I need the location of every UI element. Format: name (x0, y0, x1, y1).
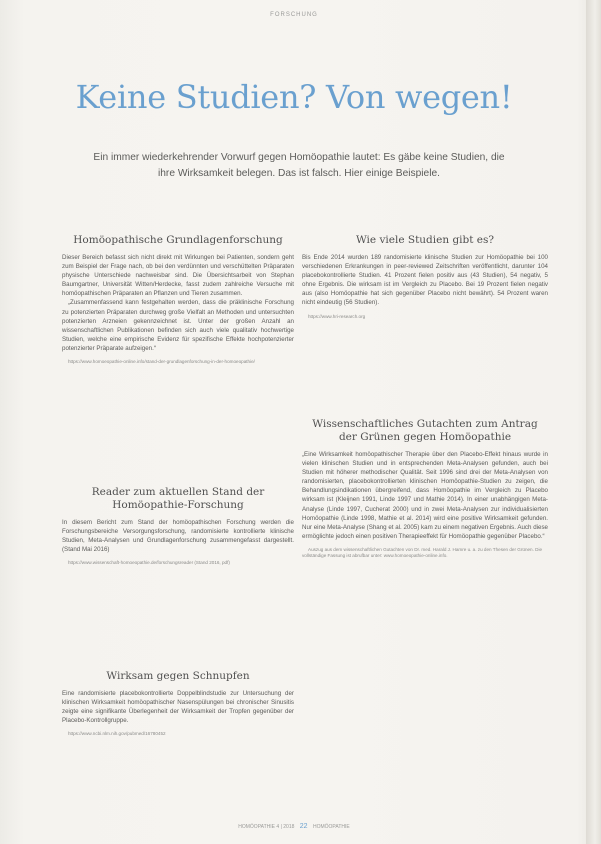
footer-magazine-issue: HOMÖOPATHIE 4 | 2018 (238, 824, 295, 830)
source-link[interactable]: https://www.wissenschaft-homoeopathie.de/forschungsreader (Stand 2016, pdf) (68, 560, 230, 566)
section-body: In diesem Bericht zum Stand der homöopathischen Forschung werden die Forschungsbereiche Versorgungsforschung, randomisierte kontrollierte klinische Studien, Meta-Analysen und Grundlagenforschung zusammengefasst dargestellt. (Stand Mai 2016) (62, 519, 294, 554)
section-schnupfen (62, 670, 294, 737)
section-body: „Eine Wirksamkeit homöopathischer Therapie über den Placebo-Effekt hinaus wurde in vielen klinischen Studien und in entsprechenden Meta-Analysen gefunden, auch bei Studien mit höherer methodischer Qualität. Seit 1996 sind drei der Meta-Analysen von randomisierten, placebokontrollierten klinischen Homöopathie-Studien zu zeigen, die Behandlungsindikationen übergreifend, dass Homöopathie im Vergleich zu Placebo wirksam ist (Kleijnen 1991, Linde 1997 und Mathie 2014). In einer unabhängigen Meta-Analyse (Linde 1997, Cucherat 2000) und in zwei Meta-Analysen zur individualisierten Homöopathie (Linde 1998, Mathie et al. 2014) wird eine positive Wirksamkeit gefunden. Nur eine Meta-Analyse (Shang et al. 2005) kam zu einem negativen Ergebnis. Auch diese ermöglichte jedoch einen positiven Therapieeffekt für Homöopathie gegenüber Placebo.“ (302, 451, 548, 540)
section-title: Homöopathische Grundlagenforschung (73, 234, 283, 246)
source-link[interactable]: https://www.homoeopathie-online.info/stand-der-grundlagenforschung-in-der-homoeopathie/ (68, 359, 255, 365)
section-forschungsreader (62, 486, 294, 566)
page-footer (0, 823, 588, 830)
section-grundlagenforschung (62, 234, 294, 365)
lead-paragraph: Ein immer wiederkehrender Vorwurf gegen Homöopathie lautet: Es gäbe keine Studien, die ihre Wirksamkeit belegen. Das ist falsch. Hier einige Beispiele. (93, 152, 505, 179)
section-body: Eine randomisierte placebokontrollierte Doppelblindstudie zur Untersuchung der klinischen Wirksamkeit homöopathischer Nasenspülungen bei chronischer Sinusitis zeigte eine signifikante Überlegenheit der Wirksamkeit der Tropfen gegenüber der Placebo-Kontrollgruppe. (62, 690, 294, 725)
source-note: Auszug aus dem wissenschaftlichen Gutachten von Dr. med. Harald J. Hamre u. a. zu den Thesen der Grünen. Die vollständige Fassung ist abrufbar unter: www.homoeopathie-online.info. (302, 546, 543, 558)
section-title: Reader zum aktuellen Stand der Homöopathie-Forschung (91, 486, 265, 511)
section-title: Wie viele Studien gibt es? (355, 234, 495, 246)
section-body: Dieser Bereich befasst sich nicht direkt mit Wirkungen bei Patienten, sondern geht zum Beispiel der Frage nach, ob bei den verdünnten und verschüttelten Präparaten physische Unterschiede nachweisbar sind. Die Übersichtsarbeit von Stephan Baumgartner, Universität Witten/Herdecke, fasst zudem zahlreiche Versuche mit homöopathischen Präparaten an Pflanzen und Tieren zusammen. (62, 254, 294, 298)
section-kicker: FORSCHUNG (270, 12, 318, 18)
page-headline: Keine Studien? Von wegen! (75, 78, 513, 116)
footer-magazine-name: HOMÖOPATHIE (312, 824, 350, 830)
section-title: Wissenschaftliches Gutachten zum Antrag der Grünen gegen Homöopathie (312, 418, 538, 443)
section-gutachten (302, 418, 548, 559)
source-link[interactable]: https://www.hri-research.org (308, 313, 366, 319)
section-body: Bis Ende 2014 wurden 189 randomisierte klinische Studien zur Homöopathie bei 100 verschiedenen Erkrankungen in peer-reviewed Zeitschriften veröffentlicht, darunter 104 placebokontrollierte Studien. 41 Prozent fielen positiv aus (43 Studien), 54 negativ, 5 ohne Ergebnis. Die wirksam ist im Vergleich zu Placebo. Bei 19 Prozent fielen negativ aus (also Homöopathie hat sich gegenüber Placebo nicht bewährt). 54 Prozent waren nicht eindeutig (56 Studien). (302, 254, 548, 307)
page-gutter (586, 0, 601, 844)
section-anzahl-studien (302, 234, 548, 320)
section-title: Wirksam gegen Schnupfen (106, 670, 250, 682)
source-link[interactable]: https://www.ncbi.nlm.nih.gov/pubmed/16780452 (68, 731, 166, 737)
section-quote: „Zusammenfassend kann festgehalten werden, dass die präklinische Forschung zu potenzierten Präparaten durchweg große Vielfalt an Methoden und untersuchten potenzierten Arzneien gekennzeichnet ist. Unter der großen Anzahl an wissenschaftlichen Publikationen befinden sich auch viele qualitativ hochwertige Studien, welche eine empirische Evidenz für spezifische Effekte hochpotenzierter potenzierter Präparate aufzeigen.“ (62, 299, 294, 352)
page-number: 22 (299, 823, 308, 830)
